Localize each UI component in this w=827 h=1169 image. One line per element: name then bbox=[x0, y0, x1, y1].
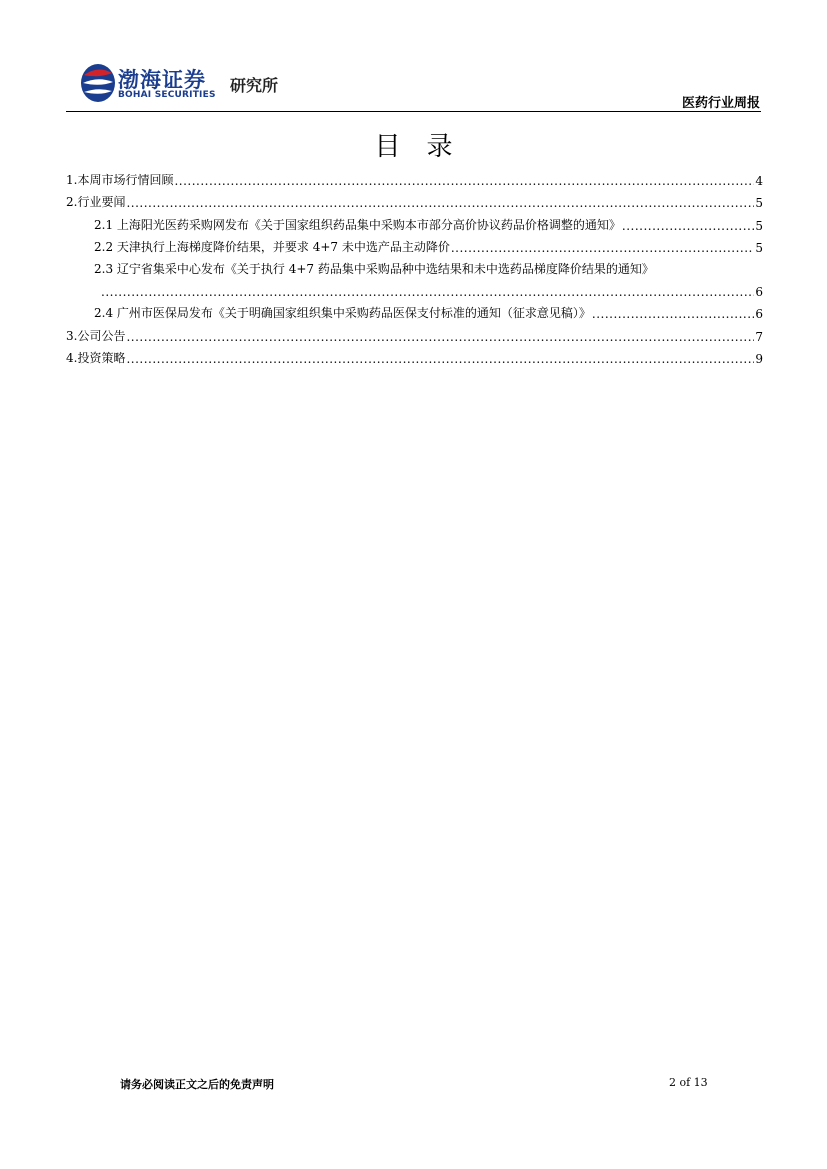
toc-title: 目录 bbox=[374, 132, 479, 162]
toc-leader-dots bbox=[126, 352, 754, 366]
toc-leader-dots bbox=[622, 219, 754, 233]
toc-entry[interactable] bbox=[66, 188, 763, 210]
toc-subentry[interactable] bbox=[66, 233, 763, 255]
toc-subentry[interactable] bbox=[66, 299, 763, 321]
toc-entry[interactable] bbox=[66, 166, 763, 188]
company-name-en: BOHAI SECURITIES bbox=[118, 90, 216, 100]
institute-name: 研究所 bbox=[230, 76, 279, 95]
toc-entry-page: 6 bbox=[755, 285, 763, 300]
toc-entry-label: 1.本周市场行情回顾 bbox=[66, 173, 174, 188]
toc-entry-page: 7 bbox=[755, 329, 763, 344]
toc-entry-page: 5 bbox=[755, 218, 763, 233]
toc-entry[interactable] bbox=[66, 321, 763, 343]
toc-leader-dots bbox=[126, 330, 754, 344]
toc-leader-dots bbox=[174, 174, 754, 188]
toc-leader-dots bbox=[126, 196, 754, 210]
toc-entry-label: 2.2 天津执行上海梯度降价结果，并要求 4+7 未中选产品主动降价 bbox=[94, 239, 450, 254]
toc-leader-dots bbox=[451, 241, 755, 255]
toc-entry[interactable] bbox=[66, 344, 763, 366]
toc-subentry-continued[interactable] bbox=[66, 277, 763, 299]
toc-subentry[interactable] bbox=[66, 255, 763, 277]
table-of-contents bbox=[66, 166, 763, 366]
report-type: 医药行业周报 bbox=[681, 96, 760, 111]
bohai-logo-icon bbox=[80, 63, 116, 103]
toc-entry-page: 4 bbox=[755, 174, 763, 189]
toc-entry-label: 2.1 上海阳光医药采购网发布《关于国家组织药品集中采购本市部分高价协议药品价格调整的通知》 bbox=[94, 217, 621, 232]
company-logo bbox=[80, 63, 290, 107]
company-name-cn: 渤海证券 bbox=[118, 68, 206, 92]
toc-entry-page: 6 bbox=[755, 307, 763, 322]
toc-entry-label: 2.行业要闻 bbox=[66, 195, 126, 210]
toc-entry-label: 3.公司公告 bbox=[66, 328, 126, 343]
toc-leader-dots bbox=[101, 285, 754, 299]
toc-entry-page: 5 bbox=[755, 240, 763, 255]
header-divider bbox=[66, 111, 761, 112]
toc-leader-dots bbox=[592, 307, 754, 321]
toc-subentry[interactable] bbox=[66, 210, 763, 232]
footer-disclaimer: 请务必阅读正文之后的免责声明 bbox=[120, 1078, 274, 1091]
toc-entry-label: 2.3 辽宁省集采中心发布《关于执行 4+7 药品集中采购品种中选结果和未中选药品梯度降价结果的通知》 bbox=[94, 261, 654, 276]
toc-entry-page: 9 bbox=[755, 351, 763, 366]
page-number: 2 of 13 bbox=[669, 1076, 708, 1089]
toc-entry-label: 2.4 广州市医保局发布《关于明确国家组织集中采购药品医保支付标准的通知（征求意见稿）》 bbox=[94, 306, 591, 321]
toc-entry-label: 4.投资策略 bbox=[66, 350, 126, 365]
toc-entry-page: 5 bbox=[755, 196, 763, 211]
